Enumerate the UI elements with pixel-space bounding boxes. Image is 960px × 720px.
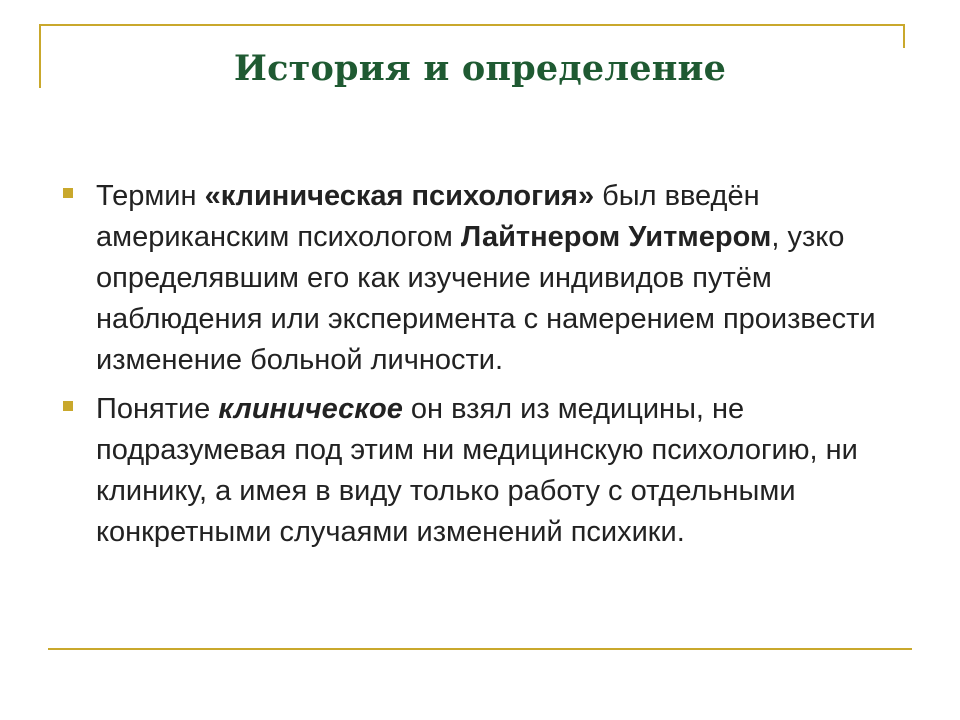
bullet-list [60, 176, 900, 561]
text-segment: был введён американским психологом [96, 180, 760, 253]
text-segment: Термин [96, 180, 205, 212]
square-bullet-icon [63, 401, 73, 411]
frame-right-line [903, 24, 905, 48]
slide-title: История и определение [233, 48, 727, 89]
text-segment: , узко определявшим его как изучение индивидов путём наблюдения или эксперимента с намерением произвести изменение больной личности. [96, 221, 876, 376]
name-witmer: Лайтнером Уитмером [460, 221, 772, 253]
term-clinical-psychology: «клиническая психология» [204, 180, 595, 212]
frame-top-line [40, 24, 905, 26]
text-segment: он взял из медицины, не подразумевая под этим ни медицинскую психологию, ни клинику, а имея в виду только работу с отдельными конкретными случаями изменений психики. [96, 393, 858, 548]
bullet-text [96, 180, 876, 376]
frame-bottom-line [48, 648, 912, 650]
bullet-text [96, 393, 858, 548]
text-segment: Понятие [96, 393, 219, 425]
bullet-item [60, 176, 900, 381]
square-bullet-icon [63, 188, 73, 198]
bullet-item [60, 389, 900, 553]
term-clinical: клиническое [218, 393, 403, 425]
